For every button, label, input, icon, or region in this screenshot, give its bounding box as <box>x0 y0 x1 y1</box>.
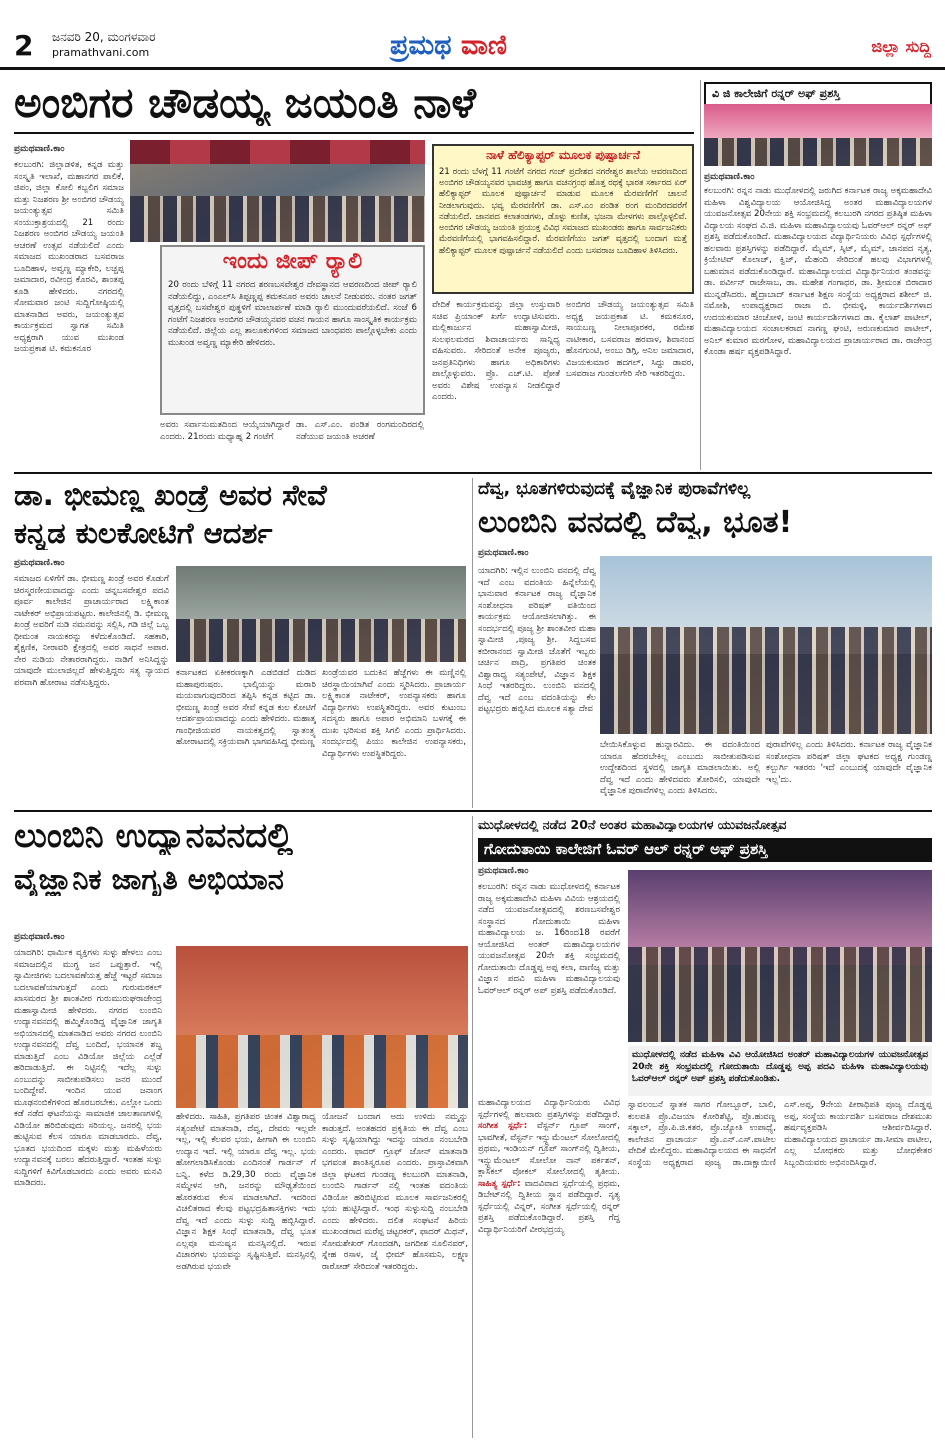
story1-col3: ವೇದಿಕೆ ಕಾರ್ಯಕ್ರಮವನ್ನು ಜಿಲ್ಲಾ ಉಸ್ತುವಾರಿ ಸಚಿವ ಪ್ರಿಯಾಂಕ್ ಖರ್ಗೆ ಉದ್ಘಾಟಿಸುವರು. ಮಲ್ಲಿಕಾರ್ಜುನ ಮಹಾಸ್ವಾಮೀಜಿ, ಸುಲಫಲಮಠದ ಶಿವಾಚಾರ್ಯರು ಸಾನ್ನಿಧ್ಯ ವಹಿಸುವರು. ಸೇರಿದಂತೆ ಅನೇಕ ಪೂಜ್ಯರು, ಜನಪ್ರತಿನಿಧಿಗಳು ಹಾಗೂ ಅಧಿಕಾರಿಗಳು ಪಾಲ್ಗೊಳ್ಳುವರು. ಪ್ರೊ. ಎಚ್.ಟಿ. ಪೋತೆ ಅವರು ವಿಶೇಷ ಉಪನ್ಯಾಸ ನೀಡಲಿದ್ದಾರೆ ಎಂದರು. <box>432 300 560 403</box>
col-divider-bottom <box>472 816 473 1438</box>
sidebar-divider <box>700 80 701 470</box>
story1-col-small1: ಅವರು ಸರ್ವಾನುಮತದಿಂದ ಆಯ್ಕೆಯಾಗಿದ್ದಾರೆ ಎಂದರು. 21ರಂದು ಮಧ್ಯಾಹ್ನ 2 ಗಂಟೆಗೆ <box>160 420 290 442</box>
story3-kicker: ದೆವ್ವ, ಭೂತಗಳಿರುವುದಕ್ಕೆ ವೈಜ್ಞಾನಿಕ ಪುರಾವೆಗಳಿಲ್ಲ <box>478 480 751 499</box>
story2-headline-line2: ಕನ್ನಡ ಕುಲಕೋಟಿಗೆ ಆದರ್ಶ <box>14 518 273 550</box>
story5-col2a: ಮಹಾವಿದ್ಯಾಲಯದ ವಿದ್ಯಾರ್ಥಿನಿಯರು ವಿವಿಧ ಸ್ಪರ್ಧೆಗಳಲ್ಲಿ ಹಲವಾರು ಪ್ರಶಸ್ತಿಗಳನ್ನು ಪಡೆದಿದ್ದಾರೆ. <box>478 1098 620 1120</box>
story5-col2c: ವಾದವಿವಾದ ಸ್ಪರ್ಧೆಯಲ್ಲಿ ಪ್ರಥಮ, ಡಿಬೇಟ್‌ನಲ್ಲಿ ದ್ವಿತೀಯ ಸ್ಥಾನ ಪಡೆದಿದ್ದಾರೆ. ನೃತ್ಯ ಸ್ಪರ್ಧೆಯಲ್ಲಿ ವಿನ್ನರ್, ಸಂಗೀತ ಸ್ಪರ್ಧೆಯಲ್ಲಿ ರನ್ನರ್ ಪ್ರಶಸ್ತಿ ಪಡೆದುಕೊಂಡಿದ್ದಾರೆ. ಪ್ರಶಸ್ತಿ ಗೆದ್ದ ವಿದ್ಯಾರ್ಥಿನಿಯರಿಗೆ ವೀರಭದ್ರಯ್ಯ <box>478 1178 620 1235</box>
story5-label-sangeeta: ಸಂಗೀತ ಸ್ಪರ್ಧೆ: <box>478 1121 528 1132</box>
masthead <box>0 0 945 70</box>
story1-headline: ಅಂಬಿಗರ ಚೌಡಯ್ಯ ಜಯಂತಿ ನಾಳೆ <box>14 80 476 127</box>
helicopter-box-title: ನಾಳೆ ಹೆಲಿಕ್ಯಾಪ್ಟರ್ ಮೂಲಕ ಪುಷ್ಪಾರ್ಚನೆ <box>486 148 640 162</box>
story5-photo <box>628 870 932 1042</box>
brand-part2: ವಾಣಿ <box>461 30 508 61</box>
story5-col3: ಸ್ವಾವಲಂಬನೆ ಸ್ನಾತಕ ಸಾಗರ ಗೋಬ್ಬೂರ್, ಬಾಲಿ, ಕುಲಪತಿ ಪ್ರೊ.ವಿಜಯಾ ಕೋರಿಶೆಟ್ಟಿ, ಪ್ರೊ.ಹುವಣ್ಣ ಸಕ್ಕಾಲ್, ಪ್ರೊ.ಪಿ.ಜಿ.ಕತರ, ಪ್ರೊ.ಜ್ಯೋತಿ ಉಪಾಧ್ಯೆ, ಕಾಲೇಜಿನ ಪ್ರಾಚಾರ್ಯ ಪ್ರೊ.ಎನ್.ಎಸ್.ಪಾಟೀಲ ವೇದಿಕೆ ಮೇಲಿದ್ದರು. ಮಹಾವಿದ್ಯಾಲಯದ ಈ ಸಾಧನೆಗೆ ಸಂಸ್ಥೆಯ ಅಧ್ಯಕ್ಷರಾದ ಪೂಜ್ಯ ಡಾ.ದಾಕ್ಷಾಯಿಣಿ ಎಸ್.ಅಪ್ಪ, 9ನೇಯ ಪೀಠಾಧಿಪತಿ ಪೂಜ್ಯ ದೊಡ್ಡಪ್ಪ ಅಪ್ಪ, ಸಂಸ್ಥೆಯ ಕಾರ್ಯದರ್ಶಿ ಬಸವರಾಜ ದೇಶಮುಖ ಹರ್ಷವ್ಯಕ್ತಪಡಿಸಿ ಆಶೀರ್ವದಿಸಿದ್ದಾರೆ. ಮಹಾವಿದ್ಯಾಲಯದ ಪ್ರಾಚಾರ್ಯ ಡಾ.ಸೀಮಾ ಪಾಟೀಲ, ಎಲ್ಲ ಬೋಧಕರು ಮತ್ತು ಬೋಧಕೇತರ ಸಿಬ್ಬಂದಿಯವರು ಅಭಿನಂದಿಸಿದ್ದಾರೆ. <box>628 1100 932 1168</box>
story4-headline-line2: ವೈಜ್ಞಾನಿಕ ಜಾಗೃತಿ ಅಭಿಯಾನ <box>14 864 284 896</box>
story4-photo <box>176 946 468 1108</box>
story5-label-sahitya: ಸಾಹಿತ್ಯ ಸ್ಪರ್ಧೆ: <box>478 1178 521 1189</box>
jeep-rally-body: 20 ರಂದು ಬೆಳಿಗ್ಗೆ 11 ನಗರದ ಶರಣಬಸವೇಶ್ವರ ದೇವಸ್ಥಾನದ ಆವರಣದಿಂದ ಜೀಪ್ ರ್‍ಯಾಲಿ ನಡೆಯಲಿದ್ದು, ಎಂಎಲ್‌ಸಿ ತಿಪ್ಪಣ್ಣಪ್ಪ ಕಮಕನೂರ ಅವರು ಚಾಲನೆ ನೀಡುವರು. ನಂತರ ಜಗತ್ ವೃತ್ತದಲ್ಲಿ ಬಸವೇಶ್ವರ ಪುತ್ಥಳಿಗೆ ಮಾಲಾರ್ಪಣೆ ಮಾಡಿ ರ್‍ಯಾಲಿ ಮುಂದುವರೆಯಲಿದೆ. ಸಂಜೆ 6 ಗಂಟೆಗೆ ನಿಜಶರಣ ಅಂಬಿಗರ ಚೌಡಯ್ಯನವರ ವಚನ ಗಾಯನ ಹಾಗೂ ಸಾಂಸ್ಕೃತಿಕ ಕಾರ್ಯಕ್ರಮ ನಡೆಯಲಿದೆ. ಜಿಲ್ಲೆಯ ಎಲ್ಲ ತಾಲೂಕುಗಳಿಂದ ಸಮಾಜದ ಬಾಂಧವರು ಪಾಲ್ಗೊಳ್ಳಬೇಕು ಎಂದು ಮುಖಂಡ ಅವ್ವಣ್ಣ ಮ್ಯಾಕೇರಿ ಹೇಳಿದರು. <box>168 280 417 348</box>
sidebar1-photo <box>704 104 932 166</box>
jeep-rally-title: ಇಂದು ಜೀಪ್ ರ್‍ಯಾಲಿ <box>222 249 363 274</box>
story4-col3: ಯೋಜನೆ ಬಂದಾಗ ಅದು ಉಳಿದು ನಮ್ಮನ್ನು ಕಾಡುತ್ತದೆ. ಅಂತಹದರ ಪ್ರಕೃತಿಯ ಈ ದೆವ್ವ ಎಂಬ ಸುಳ್ಳು ಸೃಷ್ಟಿಯಾಗಿದ್ದು ಇದನ್ನು ಯಾರೂ ನಂಬಬೇಡಿ ಎಂದರು. ಫಾದರ್ ಗ್ರೂಫ್ ಜೋನ್ ಮಾತನಾಡಿ ಭಗವಂತ ಶಾಂತಿಸ್ವರೂಪ ಎಂದರು. ಪ್ರಾಸ್ತಾವಿಕವಾಗಿ ಜಿಲ್ಲಾ ಘಟಕದ ಗುಂಡಣ್ಣ ಕಲಬುರಗಿ ಮಾತನಾಡಿ, ಲುಂಬಿನಿ ಗಾರ್ಡನ್ ನಲ್ಲಿ ಇಂತಹ ವದಂತಿಯ ವಿಡಿಯೋ ಹರಿಬಿಟ್ಟಿರುವ ಮೂಲಕ ಸಾರ್ವಜನಿಕರಲ್ಲಿ ಭಯ ಹುಟ್ಟಿಸಿದ್ದಾರೆ. ಇಂಥ ಸುಳ್ಳುಸುದ್ದಿ ನಂಬಬೇಡಿ ಎಂದು ಹೇಳಿದರು. ದಲಿತ ಸಂಘಟನೆ ಹಿರಿಯ ಮುಖಂಡರಾದ ಮರೆಪ್ಪ ಚಟ್ಟರಕರ್, ಫಾದರ್ ಮಿಥನ್, ಸೋಮಶೇಖರ್ ಗೊಂದಡಗಿ, ಜಗದೀಶ ನೂಲಿನವರ್, ಸ್ನೇಹ ರಸಾಳ, ಜೈ ಭೀಮ್ ಹೊಸಮನಿ, ಲಕ್ಷ್ಮಣ ರಾಠೋಡ್ ಸೇರಿದಂತೆ ಇತರರಿದ್ದರು. <box>322 1112 468 1272</box>
story2-headline-line1: ಡಾ. ಭೀಮಣ್ಣ ಖಂಡ್ರೆ ಅವರ ಸೇವೆ <box>14 480 327 512</box>
row1-rule <box>14 472 932 474</box>
story1-col1: ಕಲಬುರಗಿ: ಜಿಲ್ಲಾಡಳಿತ, ಕನ್ನಡ ಮತ್ತು ಸಂಸ್ಕೃತಿ ಇಲಾಖೆ, ಮಹಾನಗರ ಪಾಲಿಕೆ, ಜಿಪಂ, ಜಿಲ್ಲಾ ಕೋಲಿ ಕಬ್ಬಲಿಗ ಸಮಾಜ ಮತ್ತು ನಿಜಶರಣ ಶ್ರೀ ಅಂಬಿಗರ ಚೌಡಯ್ಯ ಜಯಂತ್ಯುತ್ಸವ ಸಮಿತಿ ಸಂಯುಕ್ತಾಶ್ರಯದಲ್ಲಿ 21 ರಂದು ನಿಜಶರಣ ಅಂಬಿಗರ ಚೌಡಯ್ಯ ಜಯಂತಿ ಆಚರಣೆ ಉತ್ಸವ ನಡೆಯಲಿದೆ ಎಂದು ಸಮಾಜದ ಮುಖಂಡರಾದ ಬಸವರಾಜ ಬೂದಿಹಾಳ, ಅವ್ವಣ್ಣ ಮ್ಯಾಕೇರಿ, ಲಚ್ಚಪ್ಪ ಜಮಾದಾರ, ರವೀಂದ್ರ ಕೊರವಿ, ಶಾಂತಪ್ಪ ಕೂಡಿ ಹೇಳಿದರು. ನಗರದಲ್ಲಿ ಸೋಮವಾರ ಜಂಟಿ ಸುದ್ದಿಗೋಷ್ಠಿಯಲ್ಲಿ ಮಾತನಾಡಿದ ಅವರು, ಜಯಂತ್ಯುತ್ಸವ ಕಾರ್ಯಕ್ರಮದ ಸ್ವಾಗತ ಸಮಿತಿ ಅಧ್ಯಕ್ಷರಾಗಿ ಯುವ ಮುಖಂಡ ಜಯಪ್ರಕಾಶ ಟಿ. ಕಮಕನೂರ <box>14 160 124 355</box>
story5-col2b: ವೆಸ್ಟರ್ನ್ ಗ್ರೂಪ್ ಸಾಂಗ್, ಭಾವಗೀತೆ, ವೆಸ್ಟರ್ನ್ ಇನ್ಸ್ಟ್ರುಮೆಂಟಲ್ ಸೋಲೋದಲ್ಲಿ ಪ್ರಥಮ, ಇಂಡಿಯನ್ ಗ್ರೂಪ್ ಸಾಂಗ್‌ನಲ್ಲಿ ದ್ವಿತೀಯ, ಇನ್ಸ್ಟ್ರುಮೆಂಟಲ್ ಸೋಲೋ ನಾನ್ ಪರ್ಕಶನ್, ಕ್ಲಾಸಿಕಲ್ ವೋಕಲ್ ಸೋಲೋದಲ್ಲಿ ತೃತೀಯ. <box>478 1121 620 1178</box>
story1-col4: ಅಂಬಿಗರ ಚೌಡಯ್ಯ ಜಯಂತ್ಯುತ್ಸವ ಸಮಿತಿ ಅಧ್ಯಕ್ಷ ಜಯಪ್ರಕಾಶ ಟಿ. ಕಮಕನೂರ, ಸಾಯಬಣ್ಣ ನೀಲಾಪೂರಕರ, ರಮೇಶ ನಾಟೀಕಾರ, ಬಸವರಾಜ ಹರವಾಳ, ಶಿವಾನಂದ ಹೊನಗುಂಟಿ, ಅಂಬು ಡಿಗ್ಗಿ, ಅನಿಲ ಜಮಾದಾರ, ವಿಜಯಕುಮಾರ ಹದಗಲ್, ಸಿದ್ದು ಡಾವರ, ಬಸವರಾಜ ಗುಂಡಲಗೇರಿ ಸೇರಿ ಇತರರಿದ್ದರು. <box>566 300 694 380</box>
story5-byline: ಪ್ರಮಥವಾಣಿ.ಕಾಂ <box>478 866 529 876</box>
story3-headline: ಲುಂಬಿನಿ ವನದಲ್ಲಿ ದೆವ್ವ, ಭೂತ! <box>478 506 793 539</box>
story3-col3: ಪುರಾವೆಗಳಿಲ್ಲ ಎಂದು ತಿಳಿಸಿದರು. ಕರ್ನಾಟಕ ರಾಜ್ಯ ವೈಜ್ಞಾನಿಕ ಸಂಶೋಧನಾ ಪರಿಷತ್ ಜಿಲ್ಲಾ ಘಟಕದ ಅಧ್ಯಕ್ಷ ಗುಂಡಣ್ಣ ಕಲ್ಬುರ್ಗಿ ಇತರರು 'ಇದೆ ಎಂಬುದಕ್ಕೆ ಯಾವುದೇ ವೈಜ್ಞಾನಿಕ ಇಲ್ಲ'ದು. <box>766 740 932 785</box>
story2-col2: ಕರ್ನಾಟಕದ ಏಕೀಕರಣಕ್ಕಾಗಿ ಎಡಬಿಡದೆ ದುಡಿದ ಮಹಾಪುರುಷರು. ಭಾಲ್ಕಿಯನ್ನು ಮರಾಠಿ ಮಯವಾಗುವುದರಿಂದ ತಪ್ಪಿಸಿ ಕನ್ನಡ ಕಟ್ಟಿದ ಡಾ. ಭೀಮಣ್ಣ ಖಂಡ್ರೆ ಅವರ ಸೇವೆ ಕನ್ನಡ ಕುಲ ಕೋಟಿಗೆ ಆದರ್ಶಪ್ರಾಯವಾದದ್ದು ಎಂದು ಹೇಳಿದರು. ಮಹಾತ್ಮ ಗಾಂಧೀಜಿಯವರ ನಾಯಕತ್ವದಲ್ಲಿ ಸ್ವಾತಂತ್ರ್ಯ ಹೋರಾಟದಲ್ಲಿ ಸಕ್ರಿಯವಾಗಿ ಭಾಗವಹಿಸಿದ್ದ ಭೀಮಣ್ಣ <box>176 668 316 748</box>
helicopter-box <box>432 144 694 294</box>
sidebar1-body: ಕಲಬುರಗಿ: ರನ್ನನ ನಾಡು ಮುಧೋಳದಲ್ಲಿ ಜರುಗಿದ ಕರ್ನಾಟಕ ರಾಜ್ಯ ಅಕ್ಕಮಹಾದೇವಿ ಮಹಿಳಾ ವಿಶ್ವವಿದ್ಯಾಲಯ ಆಯೋಜಿಸಿದ್ದ ಅಂತರ ಮಹಾವಿದ್ಯಾಲಯಗಳ ಯುವಜನೋತ್ಸವ 20ನೇಯ ಶಕ್ತಿ ಸಂಭ್ರಮದಲ್ಲಿ ಕಲಬುರಗಿ ನಗರದ ಪ್ರತಿಷ್ಠಿತ ಮಹಿಳಾ ವಿದ್ಯಾಲಯ ಸಂಘದ ವಿ.ಜಿ. ಮಹಿಳಾ ಮಹಾವಿದ್ಯಾಲಯವು ಓವರ್‌ಆಲ್ ರನ್ನರ್ ಅಫ್ ಪ್ರಶಸ್ತಿ ಪಡೆದುಕೊಂಡಿದೆ. ಮಹಾವಿದ್ಯಾಲಯದ ವಿದ್ಯಾರ್ಥಿನಿಯರು ವಿವಿಧ ಸ್ಪರ್ಧೆಗಳಲ್ಲಿ ಹಲವಾರು ಪ್ರಶಸ್ತಿಗಳನ್ನು ಪಡೆದಿದ್ದಾರೆ. ಮೈಮ್, ಸ್ಕಿಟ್, ಮೈಮ್, ಜಾನಪದ ನೃತ್ಯ, ಕ್ರಿಯೇಟಿವ್ ಕೊಲಾಜ್, ಕ್ವಿಜ್, ಮೆಹಂದಿ ಸೇರಿದಂತೆ ಹಲವು ವಿಭಾಗಗಳಲ್ಲಿ ಬಹುಮಾನ ಪಡೆದುಕೊಂಡಿದ್ದಾರೆ. ಮಹಾವಿದ್ಯಾಲಯದ ವಿದ್ಯಾರ್ಥಿನಿಯರ ತಂಡವನ್ನು ಡಾ. ಪರ್ವೀನ್ ರಾಜೇಸಾಬ, ಡಾ. ಮಹೇಶ ಗಂಗಾಧರ, ಡಾ. ಶ್ರೀಮಂತ ಬಿರಾದಾರ ಮುನ್ನಡೆಸಿದರು. ಹೈದ್ರಾಬಾದ್ ಕರ್ನಾಟಕ ಶಿಕ್ಷಣ ಸಂಸ್ಥೆಯ ಅಧ್ಯಕ್ಷರಾದ ಶಶೀಲ್ ಜಿ. ನಮೋಶಿ, ಉಪಾಧ್ಯಕ್ಷರಾದ ರಾಜಾ ಬಿ. ಭೀಮಳ್ಳಿ, ಕಾರ್ಯದರ್ಶಿಗಳಾದ ಉದಯಕುಮಾರ ಚಿಂಚೋಳಿ, ಜಂಟಿ ಕಾರ್ಯದರ್ಶಿಗಳಾದ ಡಾ. ಕೈಲಾಶ್ ಪಾಟೀಲ್, ಮಹಾವಿದ್ಯಾಲಯದ ಸಂಚಾಲಕರಾದ ನಾಗಣ್ಣ ಘಂಟಿ, ಅರುಣಕುಮಾರ ಪಾಟೀಲ್, ಅನಿಲ್ ಕುಮಾರ ಮರಗೋಳ, ಮಹಾವಿದ್ಯಾಲಯದ ಪ್ರಾಚಾರ್ಯರಾದ ಡಾ. ರಾಜೇಂದ್ರ ಕೊಂಡಾ ಹರ್ಷ ವ್ಯಕ್ತಪಡಿಸಿದ್ದಾರೆ. <box>704 186 932 358</box>
story1-col-small2: ಡಾ. ಎಸ್.ಎಂ. ಪಂಡಿತ ರಂಗಮಂದಿರದಲ್ಲಿ ನಡೆಯುವ ಜಯಂತಿ ಅಚರಣೆ <box>296 420 424 442</box>
sidebar1-byline: ಪ್ರಮಥವಾಣಿ.ಕಾಂ <box>704 172 755 182</box>
sidebar1-headline: ವಿ ಜಿ ಕಾಲೇಜಿಗೆ ರನ್ನರ್ ಅಫ್ ಪ್ರಶಸ್ತಿ <box>704 82 932 107</box>
site-link[interactable]: pramathvani.com <box>52 46 150 59</box>
story5-kicker: ಮುಧೋಳದಲ್ಲಿ ನಡೆದ 20ನೆ ಅಂತರ ಮಹಾವಿದ್ಯಾಲಯಗಳ ಯುವಜನೋತ್ಸವ <box>478 818 787 832</box>
brand-part1: ಪ್ರಮಥ <box>390 30 452 61</box>
story4-byline: ಪ್ರಮಥವಾಣಿ.ಕಾಂ <box>14 932 65 942</box>
story3-byline: ಪ್ರಮಥವಾಣಿ.ಕಾಂ <box>478 548 529 558</box>
col-divider-mid <box>472 478 473 808</box>
story2-col3: ಖಂಡ್ರೆಯವರ ಬದುಕಿನ ಹೆಜ್ಜೆಗಳು ಈ ಮಣ್ಣಿನಲ್ಲಿ ಚಿರಸ್ಥಾಯಿಯಾಗಿವೆ ಎಂದು ಸ್ಮರಿಸಿದರು. ಪ್ರಾಚಾರ್ಯ ಲಕ್ಷ್ಮಿಕಾಂತ ನಾಟೇಕರ್, ಉಪನ್ಯಾಸಕರು ಹಾಗೂ ವಿದ್ಯಾರ್ಥಿಗಳು ಉಪಸ್ಥಿತರಿದ್ದರು. ಅವರ ಕುಟುಂಬ ಸದಸ್ಯರು ಹಾಗೂ ಅಪಾರ ಅಭಿಮಾನಿ ಬಳಗಕ್ಕೆ ಈ ದುಃಖ ಭರಿಸುವ ಶಕ್ತಿ ಸಿಗಲಿ ಎಂದು ಪ್ರಾರ್ಥಿಸಿದರು. ಸಂದರ್ಭದಲ್ಲಿ ಪಿಯು ಕಾಲೇಜಿನ ಉಪನ್ಯಾಸಕರು, ವಿದ್ಯಾರ್ಥಿಗಳು ಉಪಸ್ಥಿತರಿದ್ದರು. <box>322 668 466 759</box>
jeep-rally-box <box>160 245 425 415</box>
story2-photo <box>176 566 466 662</box>
story2-byline: ಪ್ರಮಥವಾಣಿ.ಕಾಂ <box>14 558 65 568</box>
story5-headline: ಗೋದುತಾಯಿ ಕಾಲೇಜಿಗೆ ಓವರ್ ಆಲ್ ರನ್ನರ್ ಅಫ್ ಪ್ರಶಸ್ತಿ <box>478 838 932 862</box>
story3-col1: ಯಾದಗಿರಿ: ಇಲ್ಲಿನ ಲುಂಬಿನಿ ವನದಲ್ಲಿ ದೆವ್ವ ಇದೆ ಎಂಬ ವದಂತಿಯ ಹಿನ್ನೆಲೆಯಲ್ಲಿ ಭಾನುವಾರ ಕರ್ನಾಟಕ ರಾಜ್ಯ ವೈಜ್ಞಾನಿಕ ಸಂಶೋಧನಾ ಪರಿಷತ್ ವತಿಯಿಂದ ಕಾರ್ಯಕ್ರಮ ಆಯೋಜಿಸಲಾಗಿತ್ತು. ಈ ಸಂದರ್ಭದಲ್ಲಿ ಪೂಜ್ಯ ಶ್ರೀ ಶಾಂತವೀರ ಮಹಾ ಸ್ವಾಮೀಜಿ ,ಪೂಜ್ಯ ಶ್ರೀ. ಸಿದ್ದಬಸವ ಕಬೀರಾನಂದ ಸ್ವಾಮೀಜಿ ಜೊತೆಗೆ ಇಬ್ಬರು ಚರ್ಚಿನ ಪಾದ್ರಿ, ಪ್ರಗತಿಪರ ಚಿಂತಕ ವಿಶ್ವಾರಾಧ್ಯ ಸತ್ಯಂಪೇಟೆ, ವಿಜ್ಞಾನ ಶಿಕ್ಷಕ ಸಿಂಧೆ ಇತರರಿದ್ದರು. ಲುಂಬಿನಿ ವನದಲ್ಲಿ ದೆವ್ವ ಇದೆ ಎಂಬ ವದಂತಿಯನ್ನು ಕೆಲ ಪಟ್ಟಭದ್ರರು ಹಬ್ಬಿಸಿದ ಮೂಲಕ ಸತ್ಯಾ ದೇವ <box>478 566 596 715</box>
story2-col1: ಸಮಾಜದ ಏಳಿಗೆಗೆ ಡಾ. ಭೀಮಣ್ಣ ಖಂಡ್ರೆ ಅವರ ಕೊಡುಗೆ ಚಿರಸ್ಮರಣೀಯವಾದದ್ದು ಎಂದು ಚನ್ನಬಸವೇಶ್ವರ ಪದವಿ ಪೂರ್ವ ಕಾಲೇಜಿನ ಪ್ರಾಚಾರ್ಯರಾದ ಲಕ್ಷ್ಮಿಕಾಂತ ನಾಟೇಕರ್ ಅಭಿಪ್ರಾಯಪಟ್ಟರು. ಕಾಲೇಜಿನಲ್ಲಿ ಡಿ. ಭೀಮಣ್ಣ ಖಂಡ್ರೆ ಅವರಿಗೆ ನುಡಿ ನಮನವನ್ನು ಸಲ್ಲಿಸಿ, ಗಡಿ ಜಿಲ್ಲೆ ಒಬ್ಬ ಧೀಮಂತ ನಾಯಕರನ್ನು ಕಳೆದುಕೊಂಡಿದೆ. ಸಹಕಾರಿ, ಶೈಕ್ಷಣಿಕ, ನೀರಾವರಿ ಕ್ಷೇತ್ರದಲ್ಲಿ ಅವರ ಸಾಧನೆ ಅಪಾರ. ನೇರ ನುಡಿಯ ನೇತಾರರಾಗಿದ್ದರು. ನಾಡಿಗೆ ಅನಿಸಿದ್ದನ್ನು ಯಾವುದೇ ಮುಲಾಜಿಲ್ಲದೆ ಹೇಳುತ್ತಿದ್ದರು ಸತ್ಯ ನ್ಯಾಯದ ಪರವಾಗಿ ಹೋರಾಟ ನಡೆಸುತ್ತಿದ್ದರು. <box>14 574 169 688</box>
page-number: 2 <box>14 29 34 62</box>
helicopter-box-body: 21 ರಂದು ಬೆಳಗ್ಗೆ 11 ಗಂಟೆಗೆ ನಗರದ ಗಂಜ್ ಪ್ರದೇಶದ ನಗರೇಶ್ವರ ಶಾಲೆಯ ಆವರಣದಿಂದ ಅಂಬಿಗರ ಚೌಡಯ್ಯನವರ ಭಾವಚಿತ್ರ ಹಾಗೂ ವಚನಗ್ರಂಥ ಹೊತ್ತ ರಥಕ್ಕೆ ಭಾರತ ಸರ್ಕಾರದ ಏರ್ ಹೆಲಿಕ್ಯಾಪ್ಟರ್ ಮೂಲಕ ಪುಷ್ಪಾರ್ಚನೆ ಮಾಡುವ ಮೂಲಕ ಮೆರವಣಿಗೆಗೆ ಚಾಲನೆ ನೀಡಲಾಗುವುದು. ಭವ್ಯ ಮೆರವಣಿಗೆಗೆ ಡಾ. ಎಸ್.ಎಂ ಪಂಡಿತ ರಂಗ ಮಂದಿರದವರೆಗೆ ನಡೆಯಲಿದೆ. ಜಾನಪದ ಕಲಾತಂಡಗಳು, ಡೊಳ್ಳು ಕುಣಿತ, ಭಜನಾ ಮೇಳಗಳು ಪಾಲ್ಗೊಳ್ಳಲಿವೆ. ಅಂಬಿಗರ ಚೌಡಯ್ಯ ಜಯಂತಿ ಪ್ರಯುಕ್ತ ವಿವಿಧ ಸಮಾಜದ ಮುಖಂಡರು ಹಾಗೂ ಸಾರ್ವಜನಿಕರು ಮೆರವಣಿಗೆಯಲ್ಲಿ ಭಾಗವಹಿಸಲಿದ್ದಾರೆ. ಮೆರವಣಿಗೆಯು ಜಗತ್ ವೃತ್ತದಲ್ಲಿ ಬಂದಾಗ ಮತ್ತೆ ಹೆಲಿಕ್ಯಾಪ್ಟರ್ ಮೂಲಕ ಪುಷ್ಪಾರ್ಚನೆ ನಡೆಯಲಿದೆ ಎಂದು ಬಸವರಾಜ ಬೂದಿಹಾಳ ತಿಳಿಸಿದರು. <box>439 165 687 255</box>
story5-col2 <box>478 1098 620 1438</box>
issue-date: ಜನವರಿ 20, ಮಂಗಳವಾರ <box>52 30 156 44</box>
story5-col1: ಕಲಬುರಗಿ: ರನ್ನನ ನಾಡು ಮುಧೋಳದಲ್ಲಿ ಕರ್ನಾಟಕ ರಾಜ್ಯ ಅಕ್ಕಮಹಾದೇವಿ ಮಹಿಳಾ ವಿವಿಯ ಆಶ್ರಯದಲ್ಲಿ ನಡೆದ ಯುವಜನೋತ್ಸವದಲ್ಲಿ ಶರಣಬಸವೇಶ್ವರ ಸಂಸ್ಥಾನದ ಗೋದುತಾಯಿ ಮಹಿಳಾ ಮಹಾವಿದ್ಯಾಲಯ ಜ. 16ರಿಂದ18 ರವರೆಗೆ ಆಯೋಜಿಸಿದ ಅಂತರ್ ಮಹಾವಿದ್ಯಾಲಯಗಳ ಯುವಜನೋತ್ಸವ 20ನೇ ಶಕ್ತಿ ಸಂಭ್ರಮದಲ್ಲಿ ಗೋದುತಾಯಿ ದೊಡ್ಡಪ್ಪ ಅಪ್ಪ ಕಲಾ, ವಾಣಿಜ್ಯ ಮತ್ತು ವಿಜ್ಞಾನ ಪದವಿ ಮಹಿಳಾ ಮಹಾವಿದ್ಯಾಲಯವು ಓವರ್‌ಆಲ್ ರನ್ನರ್ ಅಪ್ ಪ್ರಶಸ್ತಿ ಪಡೆದುಕೊಂಡಿದೆ. <box>478 882 620 996</box>
story3-col2: ಬೇಯಿಸಿಕೊಳ್ಳುವ ಹುನ್ನಾರವಿದು. ಈ ವದಂತಿಯಿಂದ ಯಾರೂ ಹೆದರಬೇಕಿಲ್ಲ ಎಂಬುದು ಸಾಬೀತುಪಡಿಸುವ ಉದ್ದೇಶದಿಂದ ಸ್ಥಳದಲ್ಲಿ ಜಾಗೃತಿ ಮಾಡಲಾಯಿತು. ಅಲ್ಲಿ ದೆವ್ವ ಇದೆ ಎಂದು ಹೇಳಿದವರು ತೋರಿಸಲಿ, ಯಾವುದೇ ವೈಜ್ಞಾನಿಕ ಪುರಾವೆಗಳಿಲ್ಲ ಎಂದು ತಿಳಿಸಿದರು. <box>600 740 760 797</box>
story4-col2: ಹೇಳಿದರು. ಸಾಹಿತಿ, ಪ್ರಗತಿಪರ ಚಿಂತಕ ವಿಶ್ವಾರಾಧ್ಯ ಸತ್ಯಂಪೇಟೆ ಮಾತನಾಡಿ, ದೆವ್ವ, ದೇವರು ಇಲ್ಲವೇ ಇಲ್ಲ, ಇಲ್ಲಿ ಕೆಲವರ ಭಯ, ಹೀಗಾಗಿ ಈ ಲುಂಬಿನಿ ಉದ್ಯಾನ ಇದೆ. ಇಲ್ಲಿ ಯಾರೂ ದೆವ್ವ ಇಲ್ಲ. ಭಯ ಹೋಗಲಾಡಿಸಿಕೊಂಡು ಎಂದಿನಂತೆ ಗಾರ್ಡನ್ ಗೆ ಬನ್ನಿ. ಕಳೆದ ಡಿ.29,30 ರಂದು ವೈಜ್ಞಾನಿಕ ಸಮ್ಮೇಳನ ಆಗಿ, ಜನರನ್ನು ಮೌಢ್ಯತೆಯಿಂದ ಹೊರತರುವ ಕೆಲಸ ಮಾಡಲಾಗಿದೆ. ಇದರಿಂದ ವಿಚಲಿತರಾದ ಕೆಲವು ಪಟ್ಟಭದ್ರಹಿತಾಸಕ್ತಿಗಳು ಇದು ದೆವ್ವ ಇದೆ ಎಂದು ಸುಳ್ಳು ಸುದ್ದಿ ಹಬ್ಬಿಸಿದ್ದಾರೆ. ವಿಜ್ಞಾನ ಶಿಕ್ಷಕ ಸಿಂಧೆ ಮಾತನಾಡಿ, ದೆವ್ವ ಭೂತ ಎಲ್ಲವೂ ಮನುಷ್ಯನ ಮನಸ್ಸಿನಲ್ಲಿದೆ. ಇರುವ ವಿಚಾರಗಳು ಭಯವನ್ನು ಸೃಷ್ಟಿಸುತ್ತಿವೆ. ಮನಸ್ಸಿನಲ್ಲಿ ಅಡಗಿರುವ ಭಯವೇ <box>176 1112 316 1272</box>
story4-headline-line1: ಲುಂಬಿನಿ ಉದ್ಯಾನವನದಲ್ಲಿ <box>14 818 293 856</box>
story3-photo <box>600 556 932 734</box>
story5-photo-caption: ಮುಧೋಳದಲ್ಲಿ ನಡೆದ ಮಹಿಳಾ ವಿವಿ ಆಯೋಜಿಸಿದ ಅಂತರ್ ಮಹಾವಿದ್ಯಾಲಯಗಳ ಯುವಜನೋತ್ಸವ 20ನೇ ಶಕ್ತಿ ಸಂಭ್ರಮದಲ್ಲಿ ಗೋದುತಾಯಿ ದೊಡ್ಡಪ್ಪ ಅಪ್ಪ ಪದವಿ ಮಹಿಳಾ ಮಹಾವಿದ್ಯಾಲಯವು ಓವರ್‌ಆಲ್ ರನ್ನರ್ ಅಪ್ ಪ್ರಶಸ್ತಿ ಪಡೆದುಕೊಂಡಿತು. <box>628 1046 932 1096</box>
story1-rule <box>14 132 694 134</box>
section-title: ಜಿಲ್ಲಾ ಸುದ್ದಿ <box>871 37 931 56</box>
row2-rule <box>14 810 932 812</box>
brand-logo <box>390 28 507 64</box>
story1-byline: ಪ್ರಮಥವಾಣಿ.ಕಾಂ <box>14 144 65 154</box>
story1-photo <box>130 140 425 242</box>
story4-col1: ಯಾದಗಿರಿ: ಧಾರ್ಮಿಕ ವ್ಯಕ್ತಿಗಳು ಸುಳ್ಳು ಹೇಳಲು ಎಂಬ ಸಮಾಜದಲ್ಲಿನ ಮುಗ್ಧ ಜನ ಒಪ್ಪುತ್ತಾರೆ. ಇಲ್ಲಿ ಸ್ವಾಮೀಜಿಗಳು ಬದಲಾವಣೆಯತ್ತ ಹೆಜ್ಜೆ ಇಟ್ಟರೆ ಸಮಾಜ ಬದಲಾವಣೆಯಾಗುತ್ತದೆ ಎಂದು ಗುರುಮಠಕಲ್ ಖಾಸಮಠದ ಶ್ರೀ ಶಾಂತವೀರ ಗುರುಮುರುಘರಾಜೇಂದ್ರ ಮಹಾಸ್ವಾಮೀಜಿ ಹೇಳಿದರು. ನಗರದ ಲುಂಬಿನಿ ಉದ್ಯಾನವನದಲ್ಲಿ ಹಮ್ಮಿಕೊಂಡಿದ್ದ ವೈಜ್ಞಾನಿಕ ಜಾಗೃತಿ ಅಭಿಯಾನದಲ್ಲಿ ಮಾತನಾಡಿದ ಅವರು ನಗರದ ಲುಂಬಿನಿ ಉದ್ಯಾನವನದಲ್ಲಿ ದೆವ್ವ ಬಂದಿದೆ, ಭಯಾನಕ ಶಬ್ದ ಮಾಡುತ್ತಿದೆ ಎಂಬ ವಿಡಿಯೋ ಜಿಲ್ಲೆಯ ಎಲ್ಲೆಡೆ ಹರಿದಾಡುತ್ತಿದೆ. ಈ ನಿಟ್ಟಿನಲ್ಲಿ ಇದೆಲ್ಲ ಸುಳ್ಳು ಎಂಬುದನ್ನು ಸಾಬೀತುಪಡಿಸಲು ಜನರ ಮುಂದೆ ಬಂದಿದ್ದೇವೆ. ಇಂದಿನ ಯುವ ಜನಾಂಗ ಮೂಢನಂಬಿಕೆಗಳಿಂದ ಹೊರಬರಬೇಕು. ಎಲ್ಲೋ ಒಂದು ಕಡೆ ನಡೆದ ಘಟನೆಯನ್ನು ಸಾಮಾಜಿಕ ಜಾಲತಾಣಗಳಲ್ಲಿ ವಿಡಿಯೋ ಹರಿಬಿಡುವುದು ಸರಿಯಲ್ಲ. ಜನರಲ್ಲಿ ಭಯ ಹುಟ್ಟಿಸುವ ಕೆಲಸ ಯಾರೂ ಮಾಡಬಾರದು. ದೆವ್ವ, ಭೂತದ ಭಯದಿಂದ ಮಕ್ಕಳು ಮತ್ತು ಮಹಿಳೆಯರು ಉದ್ಯಾನವನಕ್ಕೆ ಬರಲು ಹೆದರುತ್ತಿದ್ದಾರೆ. ಇಂತಹ ಸುಳ್ಳು ಸುದ್ದಿಗಳಿಗೆ ಕಿವಿಗೊಡಬಾರದು ಎಂದು ಅವರು ಮನವಿ ಮಾಡಿದರು. <box>14 948 162 1189</box>
